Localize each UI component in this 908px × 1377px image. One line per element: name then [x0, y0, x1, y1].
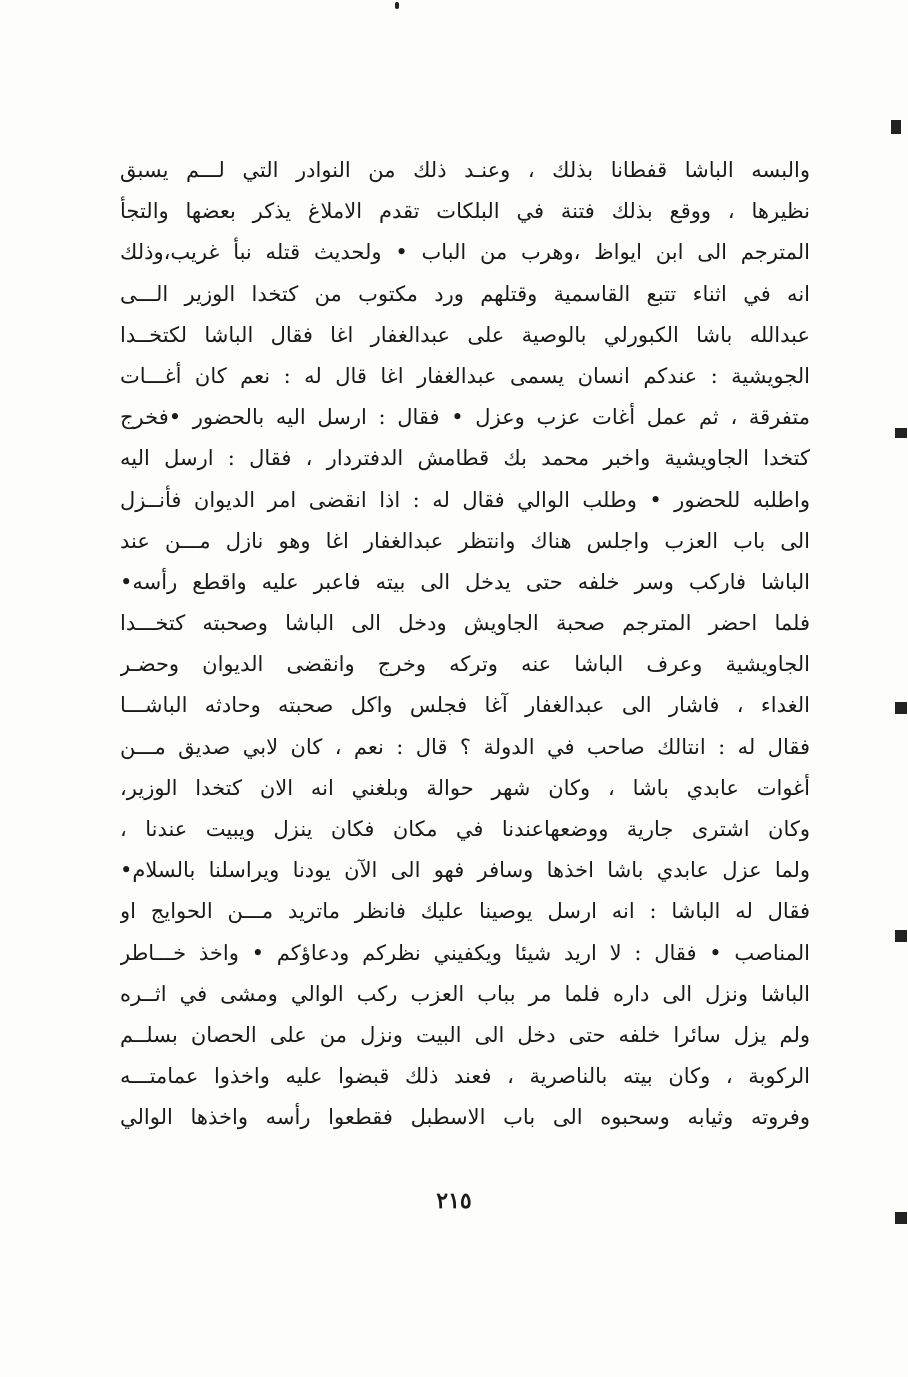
text-line: فقال له الباشا : انه ارسل يوصينا عليك فانظر ماتريد مـــن الحوايج او [120, 899, 810, 924]
text-line: عبدالله باشا الكبورلي بالوصية على عبدالغفار اغا فقال الباشا لكتخــدا [120, 322, 810, 347]
text-line: الجويشية : عندكم انسان يسمى عبدالغفار اغا قال له : نعم كان أغـــات [120, 363, 810, 388]
text-line: واطلبه للحضور • وطلب الوالي فقال له : اذا انقضى امر الديوان فأنــزل [120, 487, 810, 512]
text-line: فقال له : انتالك صاحب في الدولة ؟ قال : نعم ، كان لابي صديق مـــن [120, 734, 810, 759]
text-line: وكان اشترى جارية ووضعهاعندنا في مكان فكان ينزل ويبيت عندنا ، [120, 817, 810, 841]
text-line: نظيرها ، ووقع بذلك فتنة في البلكات تقدم الاملاغ يذكر بعضها والتجأ [120, 199, 810, 224]
binding-mark [895, 930, 907, 942]
body-text [120, 150, 810, 1139]
text-line: وفروته وثيابه وسحبوه الى باب الاسطبل فقطعوا رأسه واخذها الوالي [120, 1105, 810, 1130]
text-line: انه في اثناء تتبع القاسمية وقتلهم ورد مكتوب من كتخدا الوزير الـــى [120, 281, 810, 306]
text-line: الباشا فاركب وسر خلفه حتى يدخل الى بيته فاعبر عليه واقطع رأسه• [120, 569, 810, 594]
ink-speck [395, 2, 399, 9]
text-line: المترجم الى ابن ايواظ ،وهرب من الباب • ولحديث قتله نبأ غريب،وذلك [120, 240, 810, 265]
binding-mark [895, 702, 907, 714]
text-line: أغوات عابدي باشا ، وكان شهر حوالة وبلغني انه الان كتخدا الوزير، [120, 775, 810, 800]
text-line: المناصب • فقال : لا اريد شيئا ويكفيني نظركم ودعاؤكم • واخذ خـــاطر [120, 940, 810, 965]
text-line: الى باب العزب واجلس هناك وانتظر عبدالغفار اغا وهو نازل مـــن عند [120, 528, 810, 553]
text-line: الركوبة ، وكان بيته بالناصرية ، فعند ذلك قبضوا عليه واخذوا عمامتـــه [120, 1064, 810, 1089]
text-line: متفرقة ، ثم عمل أغات عزب وعزل • فقال : ارسل اليه بالحضور •فخرج [120, 405, 810, 430]
text-line: الجاويشية وعرف الباشا عنه وتركه وخرج وانقضى الديوان وحضـر [120, 652, 810, 677]
text-line: والبسه الباشا قفطانا بذلك ، وعنـد ذلك من النوادر التي لـــم يسبق [120, 158, 810, 182]
text-line: الغداء ، فاشار الى عبدالغفار آغا فجلس واكل صحبته وحادثه الباشـــا [120, 693, 810, 718]
text-line: كتخدا الجاويشية واخبر محمد بك قطامش الدفتردار ، فقال : ارسل اليه [120, 446, 810, 471]
text-line: ولم يزل سائرا خلفه حتى دخل الى البيت ونزل من على الحصان بسلــم [120, 1022, 810, 1047]
text-line: ولما عزل عابدي باشا اخذها وسافر فهو الى الآن يودنا ويراسلنا بالسلام• [120, 858, 810, 883]
text-line: الباشا ونزل الى داره فلما مر بباب العزب ركب الوالي ومشى في اثــره [120, 981, 810, 1006]
binding-mark [891, 120, 901, 134]
text-line: فلما احضر المترجم صحبة الجاويش ودخل الى الباشا وصحبته كتخـــدا [120, 611, 810, 636]
page-number: ٢١٥ [436, 1188, 472, 1214]
binding-mark [895, 428, 907, 438]
